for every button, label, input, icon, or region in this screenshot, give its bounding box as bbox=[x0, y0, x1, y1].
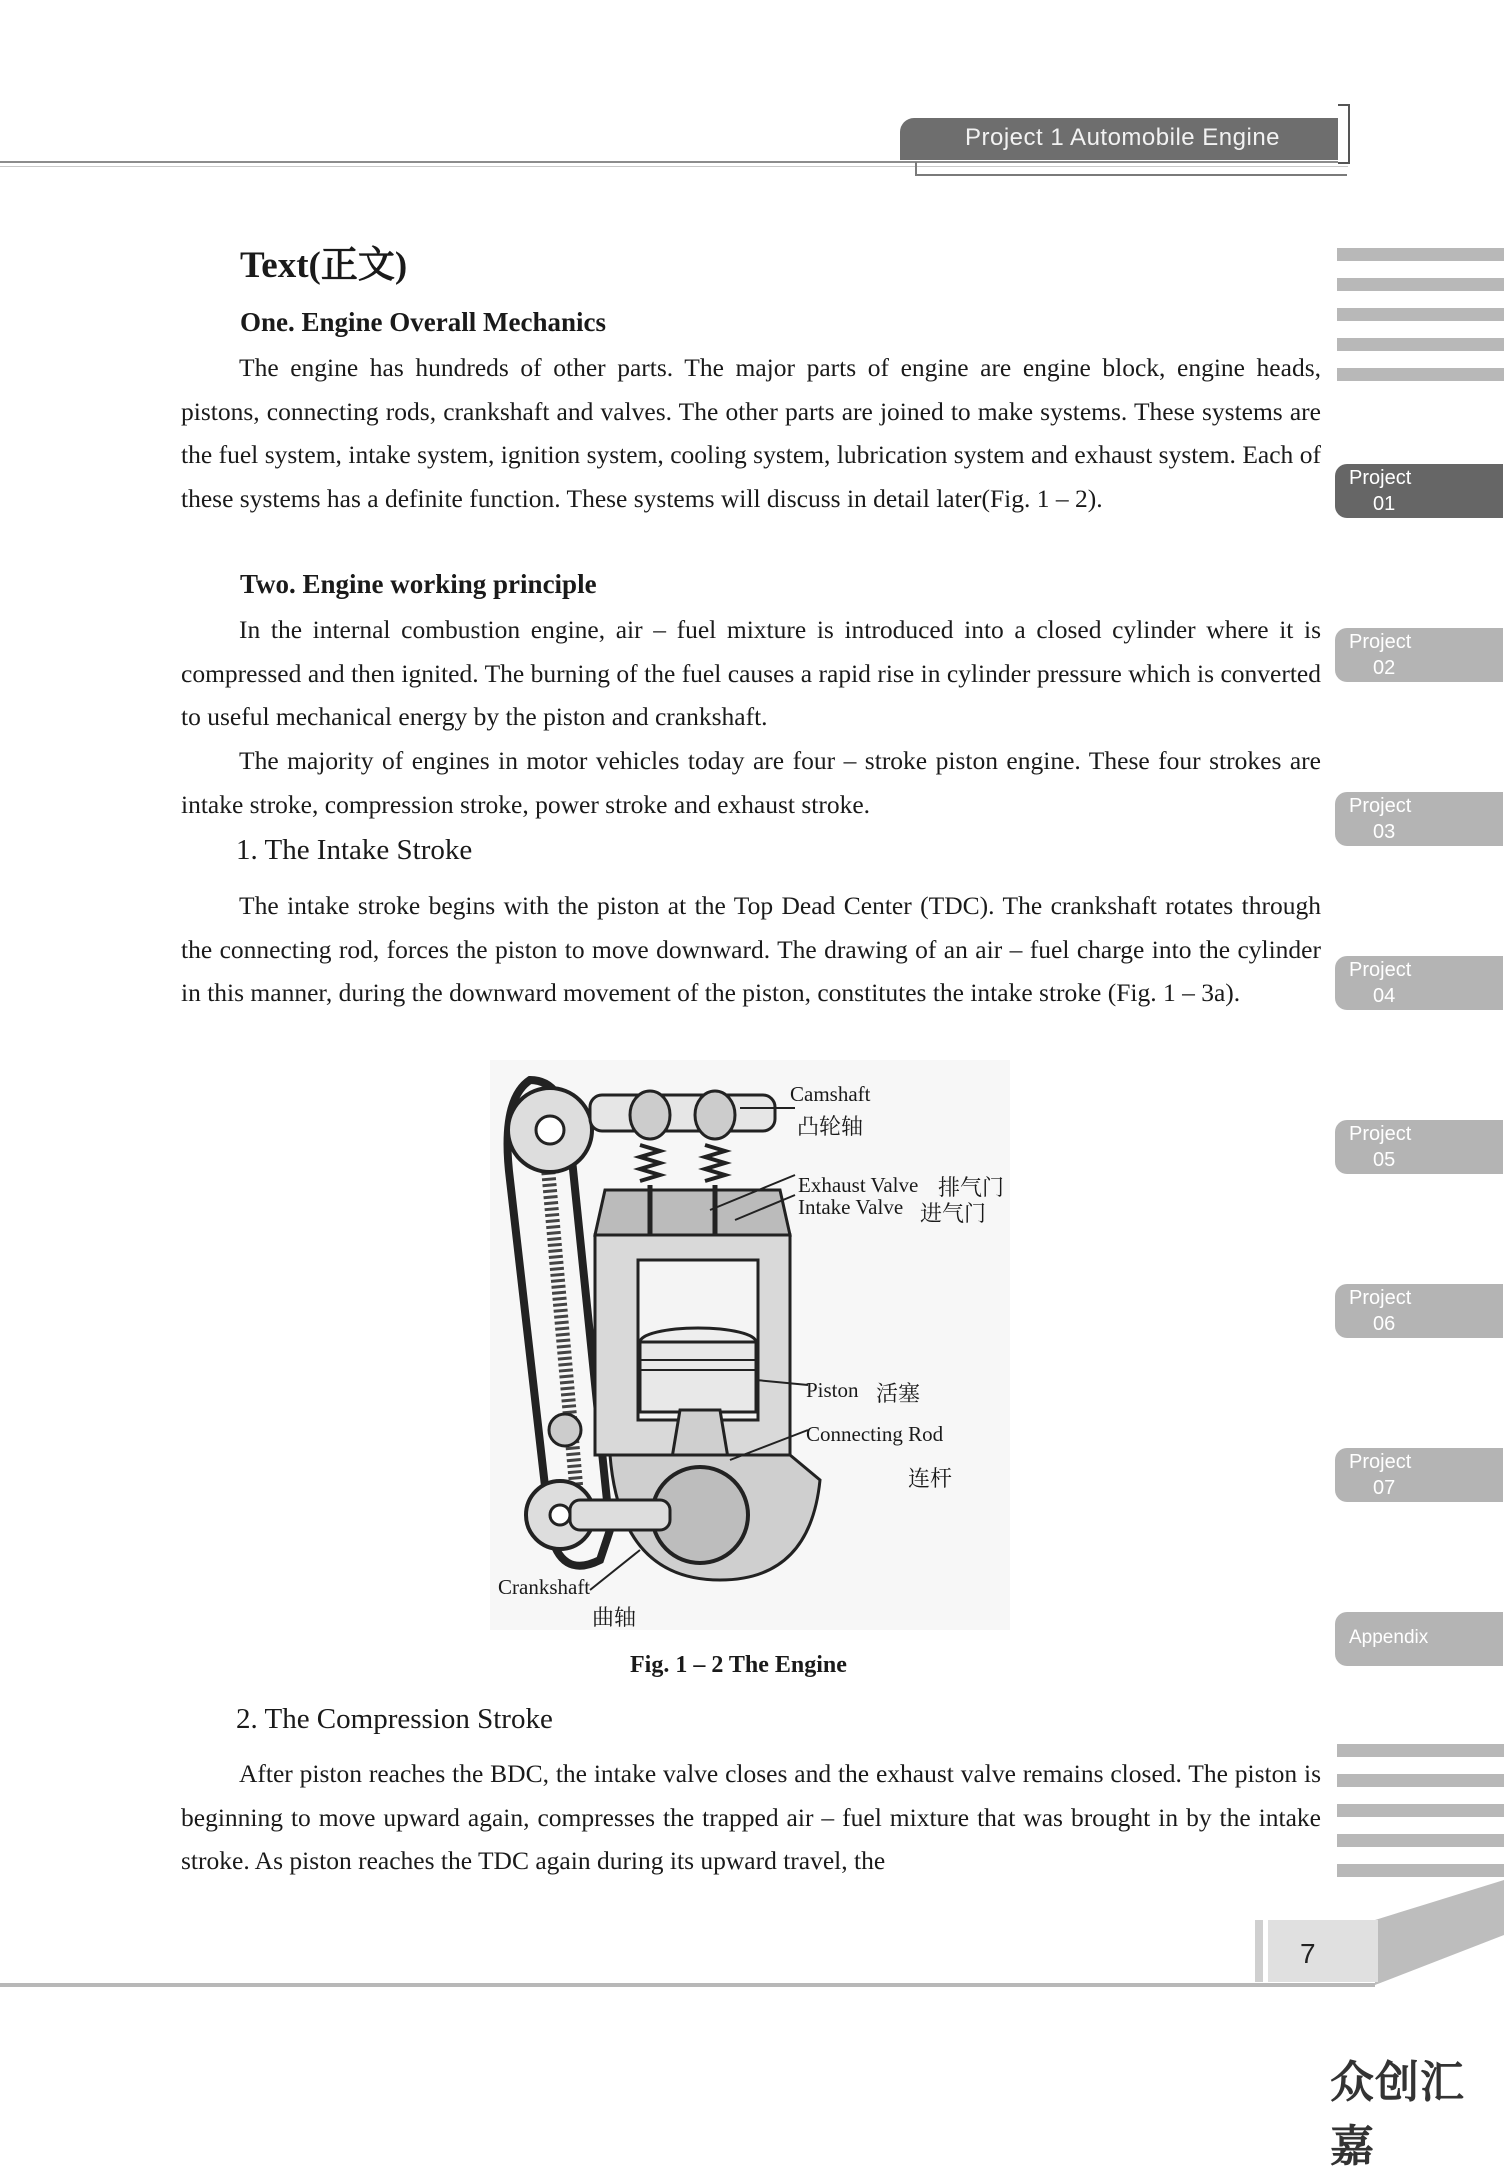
paragraph-working-principle bbox=[181, 608, 1321, 739]
sidebar-stripe bbox=[1337, 248, 1504, 261]
label-crankshaft-zh: 曲轴 bbox=[592, 1606, 637, 1631]
paragraph-overall-mechanics bbox=[181, 346, 1321, 520]
section-heading-one: One. Engine Overall Mechanics bbox=[240, 307, 606, 337]
cam-lobe bbox=[630, 1091, 670, 1139]
sidebar-stripe bbox=[1337, 1774, 1504, 1787]
page-number-box bbox=[1268, 1920, 1378, 1982]
sidebar-stripe bbox=[1337, 1744, 1504, 1757]
cam-gear-hub bbox=[536, 1116, 564, 1144]
label-crankshaft: Crankshaft bbox=[498, 1575, 591, 1599]
tab-label: Project bbox=[1349, 1287, 1412, 1309]
paragraph-intake-stroke bbox=[181, 884, 1321, 1015]
sidebar-tab-project-01[interactable] bbox=[1335, 464, 1503, 518]
paragraph-compression-stroke bbox=[181, 1752, 1321, 1883]
engine-illustration bbox=[490, 1060, 1010, 1630]
header-tab-underline bbox=[915, 162, 1347, 176]
subheading-intake-stroke: 1. The Intake Stroke bbox=[236, 834, 473, 866]
tab-number: 06 bbox=[1373, 1313, 1396, 1335]
label-camshaft: Camshaft bbox=[790, 1082, 871, 1106]
footer-corner-shape bbox=[1375, 1880, 1504, 1985]
paragraph-text: The majority of engines in motor vehicles today are four – stroke piston engine. These four strokes are intake stroke, compression stroke, power stroke and exhaust stroke. bbox=[181, 746, 1321, 819]
crank-gear-hub bbox=[550, 1505, 570, 1525]
sidebar-stripe bbox=[1337, 1864, 1504, 1877]
tab-label: Project bbox=[1349, 1451, 1412, 1473]
sidebar-tab-appendix[interactable] bbox=[1335, 1612, 1503, 1666]
sidebar-stripe bbox=[1337, 1804, 1504, 1817]
tab-number: 03 bbox=[1373, 821, 1396, 843]
label-camshaft-zh: 凸轮轴 bbox=[797, 1115, 864, 1140]
tab-label: Project bbox=[1349, 467, 1412, 489]
paragraph-four-stroke bbox=[181, 739, 1321, 826]
label-connecting-rod-zh: 连杆 bbox=[908, 1467, 953, 1492]
running-header: Project 1 Automobile Engine bbox=[965, 124, 1281, 151]
footer-corner-fill bbox=[1375, 1880, 1504, 1985]
label-exhaust-valve: Exhaust Valve bbox=[798, 1173, 919, 1197]
tab-label: Project bbox=[1349, 795, 1412, 817]
sidebar-tab-project-07[interactable] bbox=[1335, 1448, 1503, 1502]
piston-skirt bbox=[640, 1342, 756, 1412]
sidebar-stripe bbox=[1337, 308, 1504, 321]
subheading-compression-stroke: 2. The Compression Stroke bbox=[236, 1703, 553, 1735]
tab-number: 05 bbox=[1373, 1149, 1396, 1171]
label-intake-valve-zh: 进气门 bbox=[920, 1202, 987, 1227]
sidebar-stripe bbox=[1337, 278, 1504, 291]
sidebar-tab-project-04[interactable] bbox=[1335, 956, 1503, 1010]
crankshaft-journal bbox=[570, 1500, 670, 1530]
sidebar-stripe bbox=[1337, 1834, 1504, 1847]
tab-label: Project bbox=[1349, 631, 1412, 653]
tab-number: 04 bbox=[1373, 985, 1396, 1007]
camshaft-body bbox=[590, 1095, 775, 1131]
header-tab-edge bbox=[1338, 104, 1350, 164]
cylinder-head bbox=[595, 1190, 790, 1235]
page-number-stripe bbox=[1255, 1920, 1263, 1982]
paragraph-text: In the internal combustion engine, air – fuel mixture is introduced into a closed cylinder where it is compressed and then ignited. The burning of the fuel causes a rapid rise in cylinder pressure which is converted to useful mechanical energy by the piston and crankshaft. bbox=[181, 615, 1321, 731]
page-number: 7 bbox=[1300, 1938, 1316, 1969]
tab-label: Project bbox=[1349, 959, 1412, 981]
paragraph-text: The intake stroke begins with the piston at the Top Dead Center (TDC). The crankshaft rotates through the connecting rod, forces the piston to move downward. The drawing of an air – fuel charge into the cylinder in this manner, during the downward movement of the piston, constitutes the intake stroke (Fig. 1 – 3a). bbox=[181, 891, 1321, 1007]
sidebar-tab-project-05[interactable] bbox=[1335, 1120, 1503, 1174]
watermark-logo: 众创汇嘉 bbox=[1330, 2057, 1465, 2172]
paragraph-text: After piston reaches the BDC, the intake valve closes and the exhaust valve remains closed. The piston is beginning to move upward again, compresses the trapped air – fuel mixture that was brought in by the intake stroke. As piston reaches the TDC again during its upward travel, the bbox=[181, 1759, 1321, 1875]
sidebar-stripe bbox=[1337, 338, 1504, 351]
tensioner-pulley bbox=[549, 1414, 581, 1446]
paragraph-text: The engine has hundreds of other parts. The major parts of engine are engine block, engine heads, pistons, connecting rods, crankshaft and valves. The other parts are joined to make systems. These systems are the fuel system, intake system, ignition system, cooling system, lubrication system and exhaust system. Each of these systems has a definite function. These systems will discuss in detail later(Fig. 1 – 2). bbox=[181, 353, 1321, 513]
label-exhaust-valve-zh: 排气门 bbox=[938, 1176, 1005, 1201]
tab-number: 01 bbox=[1373, 493, 1396, 515]
section-heading-two: Two. Engine working principle bbox=[240, 569, 597, 599]
label-piston: Piston bbox=[806, 1378, 859, 1402]
sidebar-stripe bbox=[1337, 368, 1504, 381]
footer-rule bbox=[0, 1983, 1375, 1987]
sidebar-tab-project-06[interactable] bbox=[1335, 1284, 1503, 1338]
label-connecting-rod: Connecting Rod bbox=[806, 1422, 944, 1446]
label-intake-valve: Intake Valve bbox=[798, 1195, 904, 1219]
sidebar-tab-project-02[interactable] bbox=[1335, 628, 1503, 682]
sidebar-tab-project-03[interactable] bbox=[1335, 792, 1503, 846]
tab-number: 02 bbox=[1373, 657, 1396, 679]
cam-lobe bbox=[695, 1091, 735, 1139]
label-piston-zh: 活塞 bbox=[876, 1382, 921, 1407]
page-title: Text(正文) bbox=[240, 245, 408, 286]
tab-label: Project bbox=[1349, 1123, 1412, 1145]
tab-number: 07 bbox=[1373, 1477, 1396, 1499]
tab-label: Appendix bbox=[1349, 1627, 1429, 1648]
figure-caption: Fig. 1 – 2 The Engine bbox=[630, 1652, 847, 1678]
